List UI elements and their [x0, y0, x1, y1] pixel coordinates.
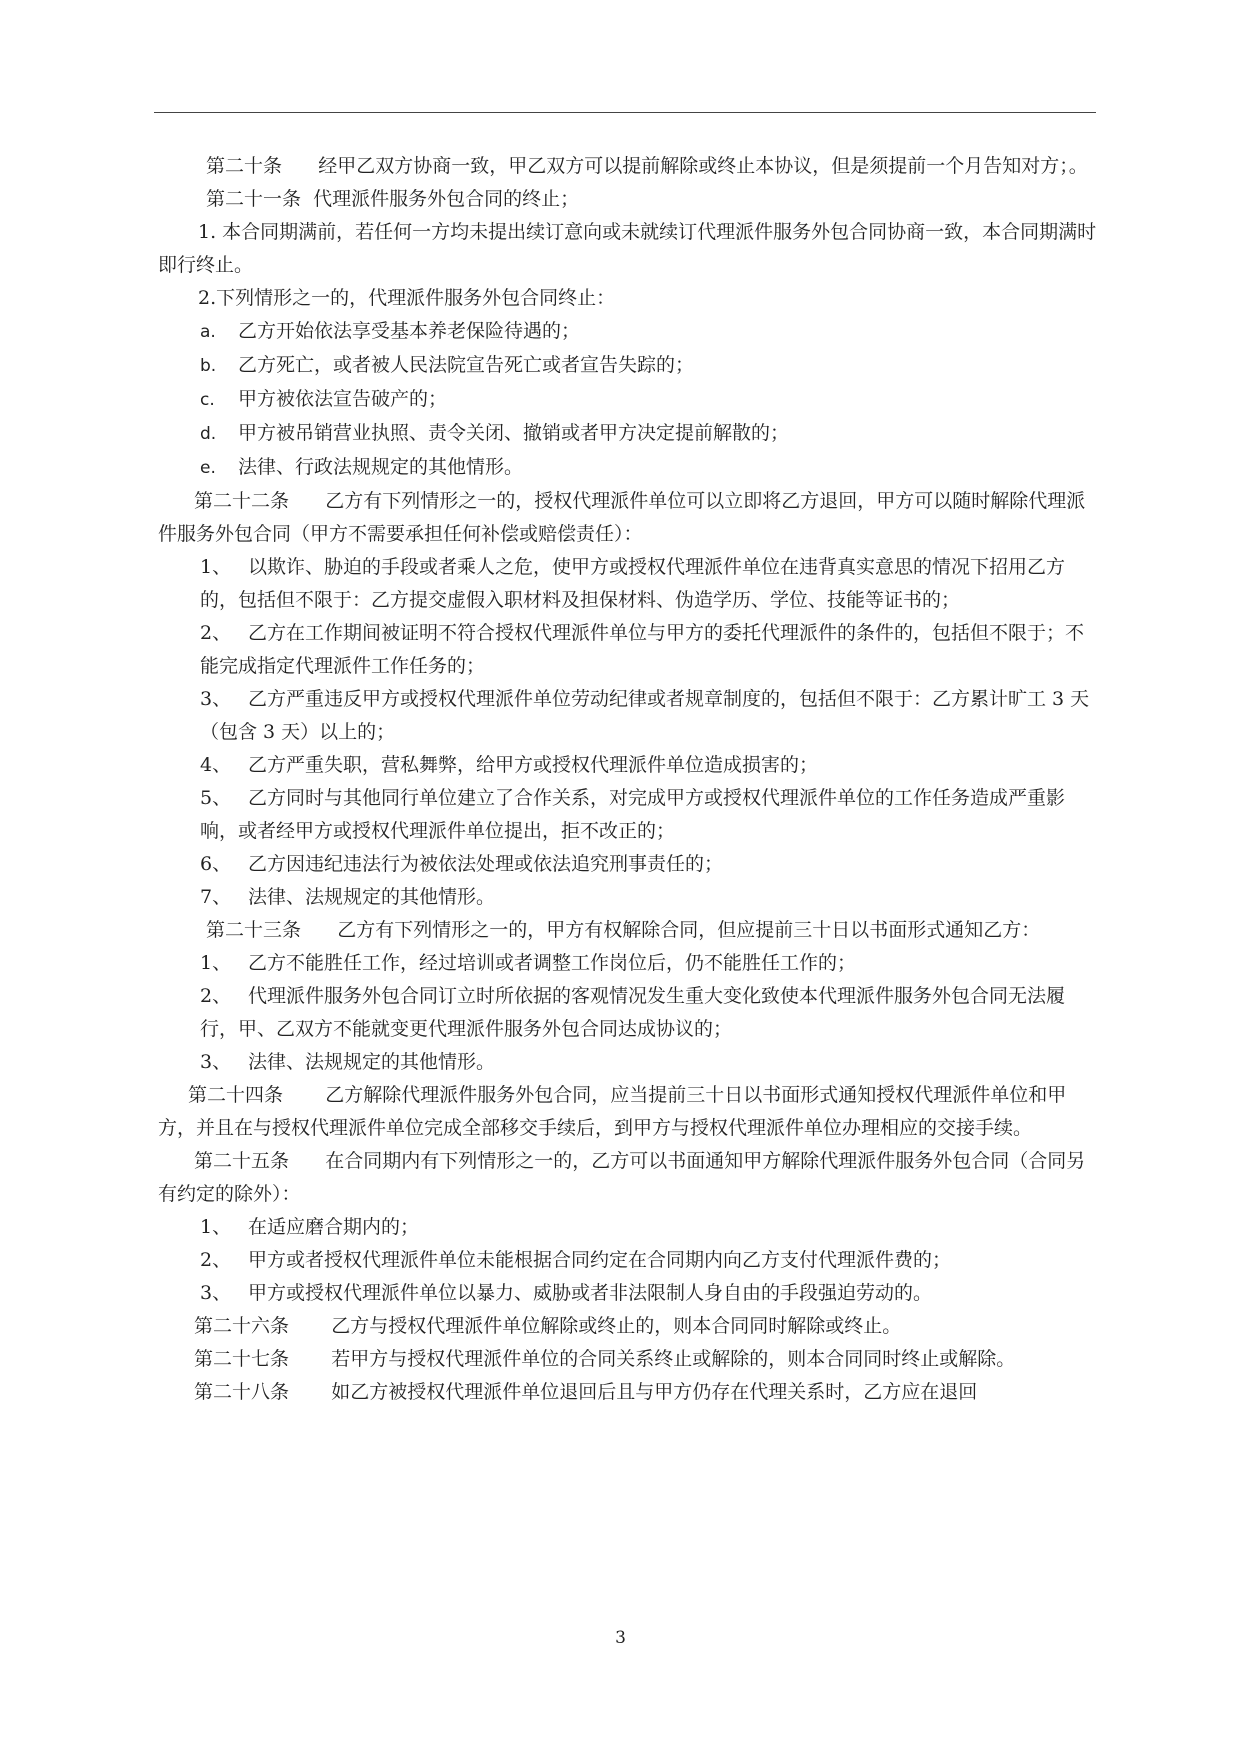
paragraph-text: 第二十五条 在合同期内有下列情形之一的，乙方可以书面通知甲方解除代理派件服务外包合同（合同另有约定的除外）： — [158, 1150, 1086, 1205]
paragraph — [158, 947, 1102, 980]
paragraph — [158, 315, 1102, 349]
paragraph-text: 第二十八条 如乙方被授权代理派件单位退回后且与甲方仍存在代理关系时，乙方应在退回 — [194, 1381, 978, 1403]
paragraph — [158, 551, 1102, 617]
paragraph-text: 甲方被依法宣告破产的； — [238, 388, 448, 410]
list-marker: 1、 — [200, 952, 232, 974]
paragraph — [158, 617, 1102, 683]
paragraph — [158, 1310, 1102, 1343]
paragraph — [158, 749, 1102, 782]
paragraph — [158, 1079, 1102, 1145]
paragraph-text: 1. 本合同期满前，若任何一方均未提出续订意向或未就续订代理派件服务外包合同协商一致，本合同期满时即行终止。 — [158, 221, 1097, 276]
paragraph — [158, 683, 1102, 749]
paragraph — [158, 1277, 1102, 1310]
paragraph — [158, 1046, 1102, 1079]
paragraph — [158, 848, 1102, 881]
paragraph — [158, 1244, 1102, 1277]
paragraph — [158, 980, 1102, 1046]
list-marker: 3、 — [200, 1051, 232, 1073]
paragraph — [158, 782, 1102, 848]
header-rule — [154, 112, 1096, 113]
paragraph-text: 法律、法规规定的其他情形。 — [248, 1051, 496, 1073]
paragraph-text: 乙方开始依法享受基本养老保险待遇的； — [238, 320, 581, 342]
paragraph-text: 代理派件服务外包合同订立时所依据的客观情况发生重大变化致使本代理派件服务外包合同无法履行，甲、乙双方不能就变更代理派件服务外包合同达成协议的； — [200, 985, 1066, 1040]
paragraph — [158, 881, 1102, 914]
paragraph-text: 甲方或授权代理派件单位以暴力、威胁或者非法限制人身自由的手段强迫劳动的。 — [248, 1282, 933, 1304]
paragraph-text: 在适应磨合期内的； — [248, 1216, 420, 1238]
paragraph-text: 第二十一条 代理派件服务外包合同的终止； — [206, 188, 580, 210]
paragraph — [158, 1343, 1102, 1376]
paragraph-text: 甲方或者授权代理派件单位未能根据合同约定在合同期内向乙方支付代理派件费的； — [248, 1249, 952, 1271]
list-marker: 2、 — [200, 1249, 232, 1271]
list-marker: 5、 — [200, 787, 232, 809]
list-marker: e. — [200, 458, 216, 478]
paragraph-text: 法律、法规规定的其他情形。 — [248, 886, 496, 908]
paragraph — [158, 1145, 1102, 1211]
paragraph-text: 乙方严重失职，营私舞弊，给甲方或授权代理派件单位造成损害的； — [248, 754, 819, 776]
list-marker: 1、 — [200, 556, 232, 578]
paragraph — [158, 349, 1102, 383]
paragraph-text: 乙方在工作期间被证明不符合授权代理派件单位与甲方的委托代理派件的条件的，包括但不限于；不能完成指定代理派件工作任务的； — [200, 622, 1085, 677]
list-marker: d. — [200, 424, 217, 444]
paragraph — [158, 485, 1102, 551]
paragraph-text: 乙方同时与其他同行单位建立了合作关系，对完成甲方或授权代理派件单位的工作任务造成严重影响，或者经甲方或授权代理派件单位提出，拒不改正的； — [200, 787, 1066, 842]
paragraph — [158, 150, 1102, 183]
list-marker: 7、 — [200, 886, 232, 908]
list-marker: b. — [200, 356, 217, 376]
paragraph — [158, 451, 1102, 485]
list-marker: 6、 — [200, 853, 232, 875]
paragraph-text: 第二十七条 若甲方与授权代理派件单位的合同关系终止或解除的，则本合同同时终止或解除。 — [194, 1348, 1016, 1370]
list-marker: 3、 — [200, 1282, 232, 1304]
paragraph-text: 乙方死亡，或者被人民法院宣告死亡或者宣告失踪的； — [238, 354, 695, 376]
page-number: 3 — [615, 1628, 626, 1648]
paragraph-text: 第二十六条 乙方与授权代理派件单位解除或终止的，则本合同同时解除或终止。 — [194, 1315, 902, 1337]
paragraph — [158, 216, 1102, 282]
paragraph-text: 乙方不能胜任工作，经过培训或者调整工作岗位后，仍不能胜任工作的； — [248, 952, 857, 974]
list-marker: 2、 — [200, 985, 232, 1007]
list-marker: a. — [200, 322, 216, 342]
paragraph — [158, 1376, 1102, 1409]
paragraph — [158, 914, 1102, 947]
paragraph — [158, 417, 1102, 451]
paragraph-text: 第二十条 经甲乙双方协商一致，甲乙双方可以提前解除或终止本协议，但是须提前一个月告知对方；。 — [206, 155, 1088, 177]
list-marker: c. — [200, 390, 215, 410]
list-marker: 2、 — [200, 622, 232, 644]
paragraph-text: 第二十三条 乙方有下列情形之一的，甲方有权解除合同，但应提前三十日以书面形式通知乙方： — [206, 919, 1041, 941]
list-marker: 1、 — [200, 1216, 232, 1238]
list-marker: 3、 — [200, 688, 232, 710]
document-body — [158, 150, 1102, 1409]
paragraph-text: 第二十四条 乙方解除代理派件服务外包合同，应当提前三十日以书面形式通知授权代理派件单位和甲方，并且在与授权代理派件单位完成全部移交手续后，到甲方与授权代理派件单位办理相应的交接手续。 — [158, 1084, 1067, 1139]
paragraph-text: 以欺诈、胁迫的手段或者乘人之危，使甲方或授权代理派件单位在违背真实意思的情况下招用乙方的，包括但不限于：乙方提交虚假入职材料及担保材料、伪造学历、学位、技能等证书的； — [200, 556, 1066, 611]
paragraph-text: 乙方因违纪违法行为被依法处理或依法追究刑事责任的； — [248, 853, 724, 875]
paragraph — [158, 1211, 1102, 1244]
paragraph — [158, 183, 1102, 216]
paragraph-text: 甲方被吊销营业执照、责令关闭、撤销或者甲方决定提前解散的； — [238, 422, 790, 444]
list-marker: 4、 — [200, 754, 232, 776]
paragraph-text: 乙方严重违反甲方或授权代理派件单位劳动纪律或者规章制度的，包括但不限于：乙方累计旷工 3 天（包含 3 天）以上的； — [200, 688, 1090, 743]
paragraph — [158, 282, 1102, 315]
paragraph — [158, 383, 1102, 417]
paragraph-text: 2.下列情形之一的，代理派件服务外包合同终止： — [198, 287, 616, 309]
paragraph-text: 法律、行政法规规定的其他情形。 — [238, 456, 524, 478]
paragraph-text: 第二十二条 乙方有下列情形之一的，授权代理派件单位可以立即将乙方退回，甲方可以随时解除代理派件服务外包合同（甲方不需要承担任何补偿或赔偿责任）： — [158, 490, 1086, 545]
